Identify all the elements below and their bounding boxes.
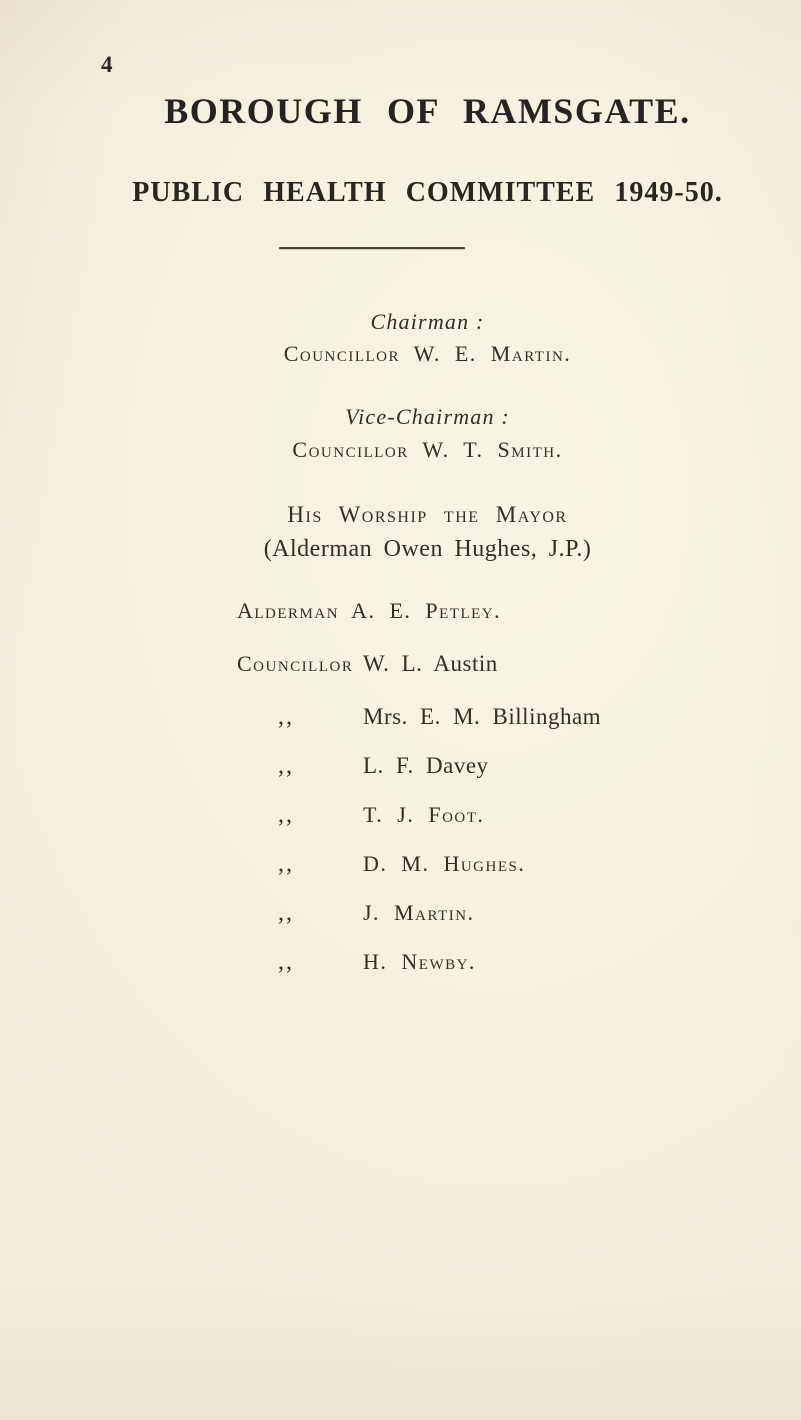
page-subtitle: PUBLIC HEALTH COMMITTEE 1949-50. [132, 177, 723, 208]
member-name: D. M. Hughes. [363, 851, 526, 876]
member-row [55, 652, 800, 675]
member-name: L. F. Davey [363, 753, 489, 778]
member-name: W. L. Austin [363, 651, 498, 676]
member-prefix: Councillor [237, 651, 354, 676]
ditto-mark: ,, [278, 851, 294, 877]
member-name: H. Newby. [363, 949, 476, 974]
vice-chairman-name: Councillor W. T. Smith. [292, 437, 563, 462]
ditto-mark: ,, [278, 704, 294, 730]
page-number: 4 [101, 52, 113, 77]
members-list [55, 599, 800, 999]
member-row [55, 901, 800, 925]
member-prefix: Alderman [237, 598, 340, 623]
ditto-mark: ,, [278, 900, 294, 926]
page-title: BOROUGH OF RAMSGATE. [164, 91, 691, 131]
member-row [55, 754, 800, 778]
member-name: Mrs. E. M. Billingham [363, 704, 602, 729]
member-row [55, 803, 800, 827]
mayor-title: His Worship the Mayor [287, 502, 568, 527]
member-row [55, 852, 800, 876]
member-row [55, 705, 800, 729]
ditto-mark: ,, [278, 802, 294, 828]
member-row [55, 950, 800, 974]
divider-rule [279, 247, 465, 249]
chairman-name: Councillor W. E. Martin. [283, 341, 572, 366]
member-row [55, 599, 800, 622]
ditto-mark: ,, [278, 949, 294, 975]
mayor-name: (Alderman Owen Hughes, J.P.) [263, 536, 592, 562]
chairman-heading: Chairman : [370, 309, 485, 334]
member-name: A. E. Petley. [351, 598, 502, 623]
vice-chairman-heading: Vice-Chairman : [345, 404, 510, 429]
ditto-mark: ,, [278, 753, 294, 779]
member-name: J. Martin. [363, 900, 475, 925]
member-name: T. J. Foot. [363, 802, 485, 827]
